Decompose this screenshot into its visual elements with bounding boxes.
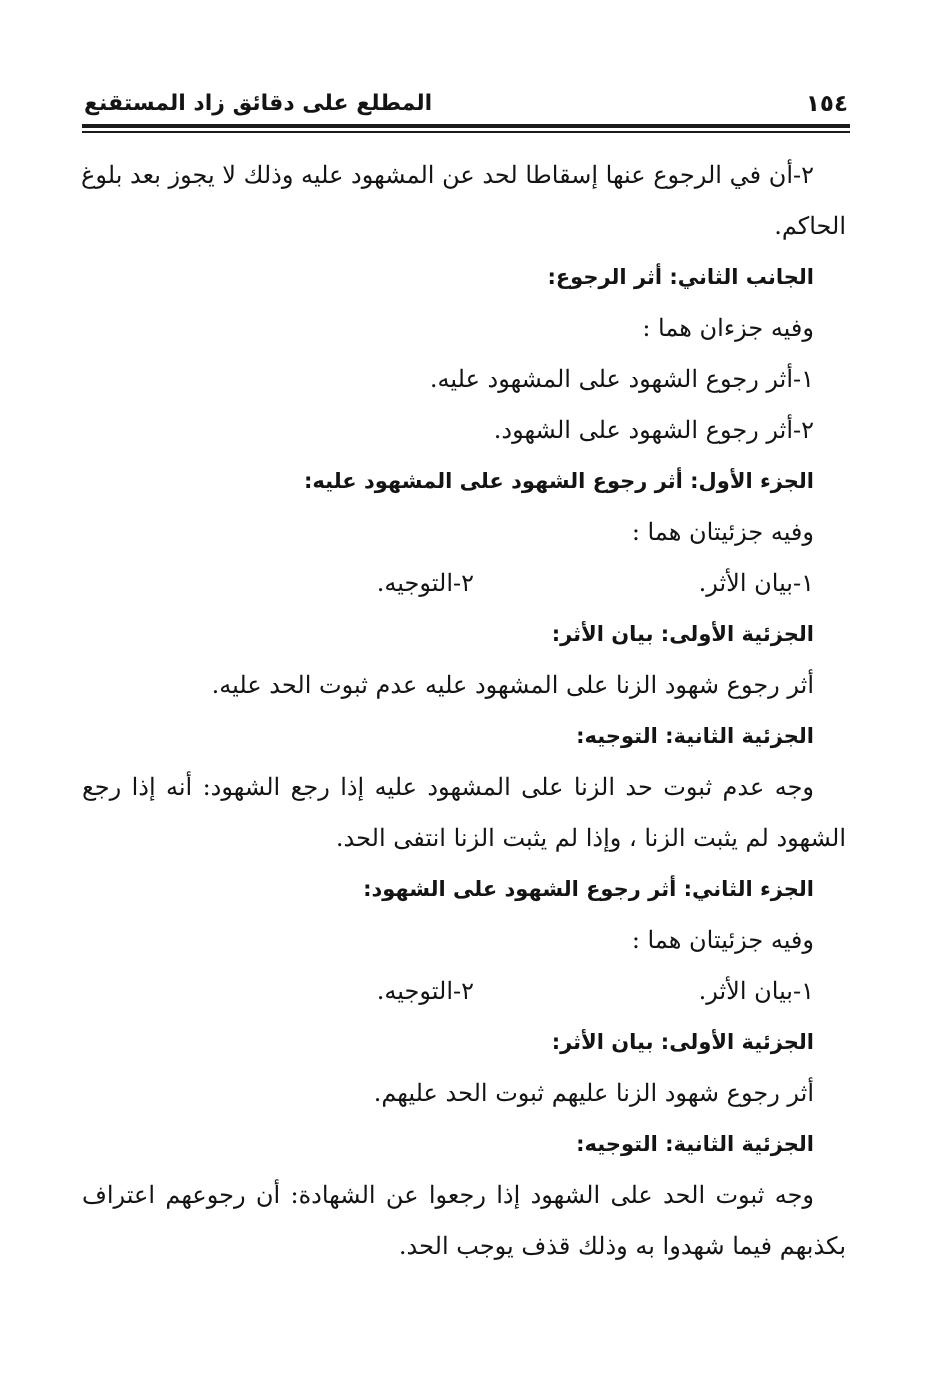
paragraph-line: أثر رجوع شهود الزنا عليهم ثبوت الحد عليهم. [373,1079,814,1107]
running-title: المطلع على دقائق زاد المستقنع [84,91,433,116]
section-heading: الجزء الثاني: أثر رجوع الشهود على الشهود: [363,877,814,901]
paragraph-line: الشهود لم يثبت الزنا ، وإذا لم يثبت الزنا انتفى الحد. [335,824,846,852]
paragraph-line: ٢-أن في الرجوع عنها إسقاطا لحد عن المشهود عليه وذلك لا يجوز بعد بلوغ [81,161,814,189]
list-item: ٢-التوجيه. [376,977,474,1005]
section-heading: الجزء الأول: أثر رجوع الشهود على المشهود عليه: [304,469,814,493]
list-item: ٢-التوجيه. [376,569,474,597]
list-item: ١-بيان الأثر. [698,569,814,597]
subsection-heading: الجزئية الأولى: بيان الأثر: [551,1030,814,1054]
page-number: ١٥٤ [805,91,848,117]
paragraph-line: وجه عدم ثبوت حد الزنا على المشهود عليه إذا رجع الشهود: أنه إذا رجع [82,773,814,801]
paragraph-line: أثر رجوع شهود الزنا على المشهود عليه عدم ثبوت الحد عليه. [211,671,814,699]
page-body [82,150,846,1272]
section-heading: الجانب الثاني: أثر الرجوع: [547,265,814,289]
paragraph-line: بكذبهم فيما شهدوا به وذلك قذف يوجب الحد. [398,1232,846,1260]
list-item: ١-بيان الأثر. [698,977,814,1005]
paragraph-line: وفيه جزءان هما : [642,314,814,342]
paragraph-line: الحاكم. [774,212,846,240]
list-item: ١-أثر رجوع الشهود على المشهود عليه. [429,365,814,393]
two-column-list [82,558,846,609]
header-rule-thick [82,124,850,128]
subsection-heading: الجزئية الثانية: التوجيه: [576,1132,814,1156]
subsection-heading: الجزئية الأولى: بيان الأثر: [551,622,814,646]
list-item: ٢-أثر رجوع الشهود على الشهود. [493,416,814,444]
two-column-list [82,966,846,1017]
running-header [84,86,848,126]
paragraph-line: وفيه جزئيتان هما : [631,518,814,546]
paragraph-line: وفيه جزئيتان هما : [631,926,814,954]
header-rule-thin [82,131,850,133]
subsection-heading: الجزئية الثانية: التوجيه: [576,724,814,748]
paragraph-line: وجه ثبوت الحد على الشهود إذا رجعوا عن الشهادة: أن رجوعهم اعتراف [82,1181,814,1209]
